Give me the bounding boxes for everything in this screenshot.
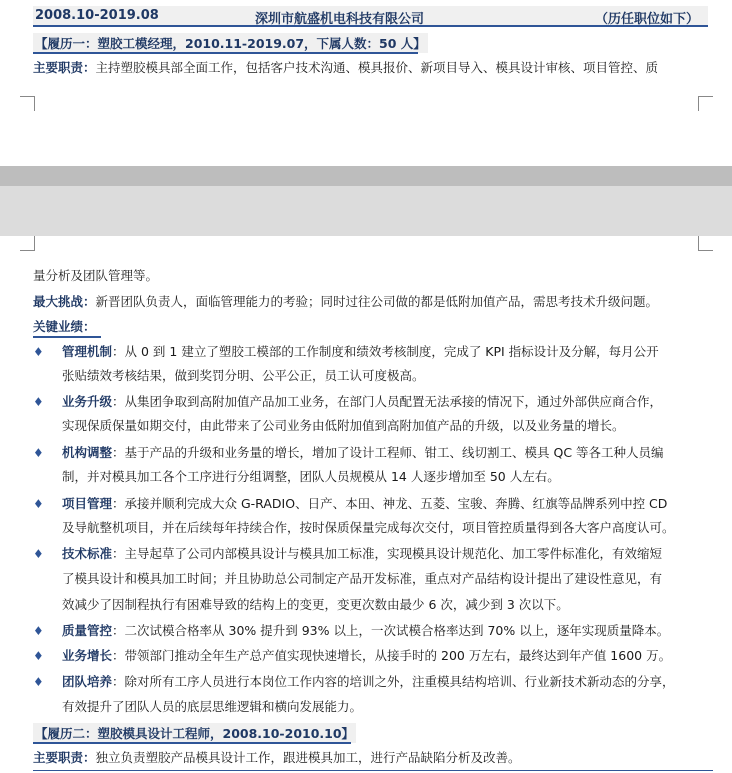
achievement-item-cont: 有效提升了团队人员的底层思维逻辑和横向发展能力。 xyxy=(62,699,363,714)
achievement-item: 机构调整：基于产品的升级和业务量的增长，增加了设计工程师、钳工、线切割工、模具 QC 等各工种人员编 xyxy=(62,445,664,460)
resume1-underline xyxy=(33,52,418,54)
achievement-item-cont: 及导航整机项目，并在后续每年持续合作，按时保质保量完成每次交付，项目管控质量得到各大客户高度认可。 xyxy=(62,520,675,535)
achievement-item-cont: 实现保质保量如期交付，由此带来了公司业务由低附加值到高附加值产品的升级，以及业务量的增长。 xyxy=(62,418,625,433)
achievement-item-cont: 了模具设计和模具加工时间；并且协助总公司制定产品开发标准，重点对产品结构设计提出了建设性意见，有 xyxy=(62,571,663,586)
achievement-item: 业务增长：带领部门推动全年生产总产值实现快速增长，从接手时的 200 万左右，最终达到年产值 1600 万。 xyxy=(62,648,672,663)
page-1 xyxy=(0,0,732,166)
achievement-item: 质量管控：二次试模合格率从 30% 提升到 93% 以上，一次试模合格率达到 70% 以上，逐年实现质量降本。 xyxy=(62,623,670,638)
crop-mark-top-left xyxy=(20,236,35,251)
diamond-bullet-icon: ♦ xyxy=(33,675,44,689)
resume1-duty xyxy=(33,60,713,76)
achievement-item: 团队培养：除对所有工序人员进行本岗位工作内容的培训之外，注重模具结构培训、行业新技术新动态的分享， xyxy=(62,674,675,689)
crop-mark-bottom-right xyxy=(698,96,713,111)
achievement-item: 业务升级：从集团争取到高附加值产品加工业务，在部门人员配置无法承接的情况下，通过外部供应商合作， xyxy=(62,394,663,409)
bottom-rule xyxy=(33,770,713,771)
diamond-bullet-icon: ♦ xyxy=(33,649,44,663)
diamond-bullet-icon: ♦ xyxy=(33,395,44,409)
resume1-title: 【履历一：塑胶工模经理，2010.11-2019.07，下属人数：50 人】 xyxy=(33,33,428,53)
achievement-item-cont: 制，并对模具加工各个工序进行分组调整，团队人员规模从 14 人逐步增加至 50 人左右。 xyxy=(62,469,560,484)
key-underline xyxy=(33,336,101,338)
crop-mark-bottom-left xyxy=(20,96,35,111)
crop-mark-top-right xyxy=(698,236,713,251)
company-name: 深圳市航盛机电科技有限公司 xyxy=(255,12,425,27)
diamond-bullet-icon: ♦ xyxy=(33,345,44,359)
achievement-item-cont: 效减少了因制程执行有困难导致的结构上的变更，变更次数由最少 6 次，减少到 3 次以下。 xyxy=(62,597,569,612)
achievement-item-cont: 张贴绩效考核结果，做到奖罚分明、公平公正，员工认可度极高。 xyxy=(62,368,425,383)
challenge-text: 新晋团队负责人，面临管理能力的考验；同时过往公司做的都是低附加值产品，需思考技术升级问题。 xyxy=(95,294,659,309)
duty-text-1: 主持塑胶模具部全面工作，包括客户技术沟通、模具报价、新项目导入、模具设计审核、项目管控、质 xyxy=(95,60,659,75)
diamond-bullet-icon: ♦ xyxy=(33,624,44,638)
duty-label: 主要职责： xyxy=(33,60,96,75)
diamond-bullet-icon: ♦ xyxy=(33,446,44,460)
page-2 xyxy=(0,236,732,773)
key-label: 关键业绩： xyxy=(33,319,96,334)
resume2-duty xyxy=(33,750,713,766)
job-period: 2008.10-2019.08 xyxy=(35,8,159,23)
resume2-title: 【履历二：塑胶模具设计工程师，2008.10-2010.10】 xyxy=(33,723,356,743)
resume2-underline xyxy=(33,742,351,744)
achievement-item: 技术标准：主导起草了公司内部模具设计与模具加工标准，实现模具设计规范化、加工零件标准化，有效缩短 xyxy=(62,546,663,561)
duty-text-2: 量分析及团队管理等。 xyxy=(33,268,159,283)
duty-label: 主要职责： xyxy=(33,750,96,765)
page-gap xyxy=(0,166,732,236)
duty-text: 独立负责塑胶产品模具设计工作，跟进模具加工，进行产品缺陷分析及改善。 xyxy=(95,750,521,765)
achievement-item: 项目管理：承接并顺利完成大众 G-RADIO、日产、本田、神龙、五菱、宝骏、奔腾、红旗等品牌系列中控 CD xyxy=(62,496,668,511)
achievement-item: 管理机制：从 0 到 1 建立了塑胶工模部的工作制度和绩效考核制度，完成了 KPI 指标设计及分解，每月公开 xyxy=(62,344,659,359)
key-achievements-heading xyxy=(33,319,713,335)
resume1-challenge xyxy=(33,294,713,310)
diamond-bullet-icon: ♦ xyxy=(33,497,44,511)
challenge-label: 最大挑战： xyxy=(33,294,96,309)
job-note: （历任职位如下） xyxy=(595,12,700,27)
diamond-bullet-icon: ♦ xyxy=(33,547,44,561)
job-header xyxy=(33,6,708,27)
